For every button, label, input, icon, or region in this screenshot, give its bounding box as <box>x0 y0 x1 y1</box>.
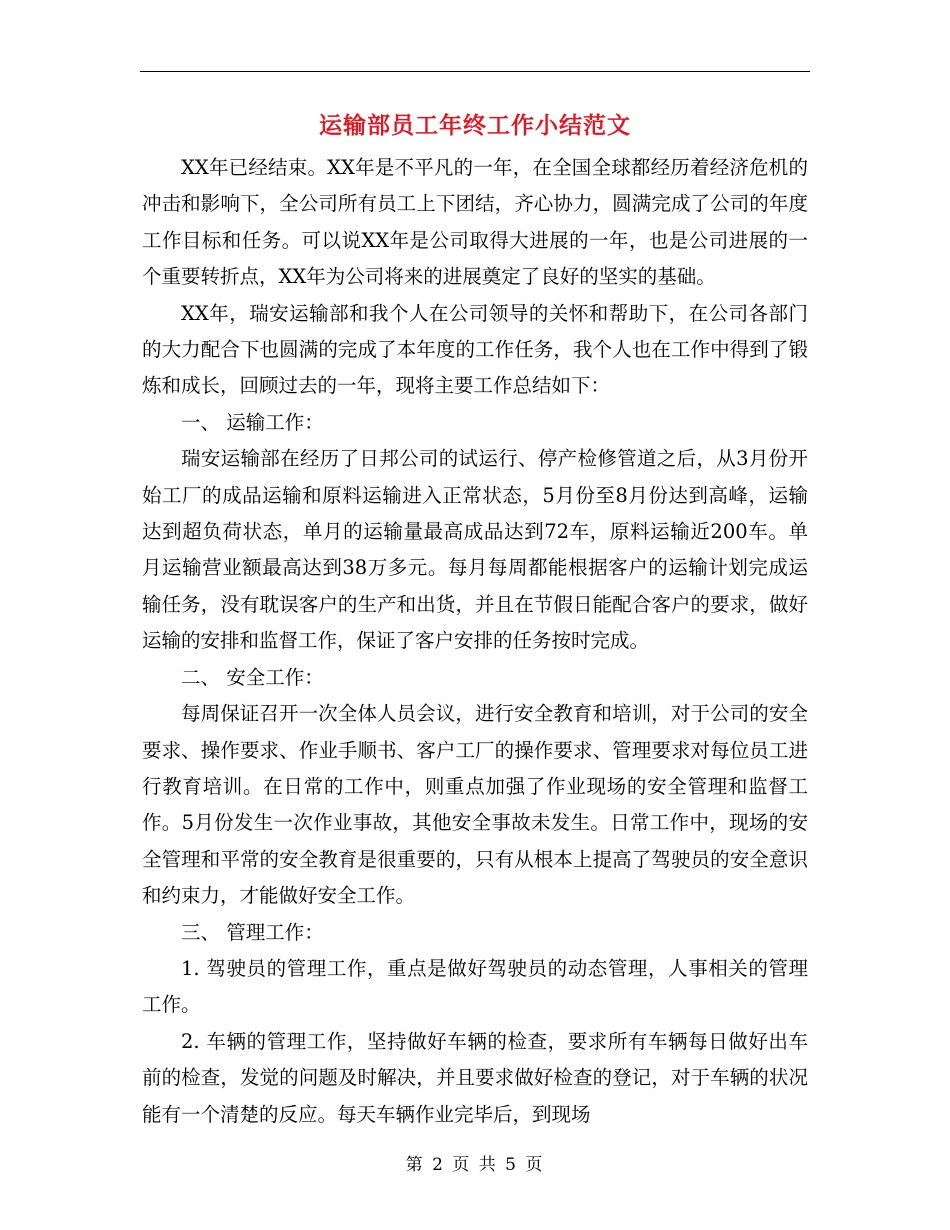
section-heading-safety: 二、 安全工作： <box>181 665 324 689</box>
paragraph-driver-management: 1. 驾驶员的管理工作，重点是做好驾驶员的动态管理，人事相关的管理工作。 <box>142 956 808 1017</box>
paragraph-overview: XX年，瑞安运输部和我个人在公司领导的关怀和帮助下，在公司各部门的大力配合下也圆满的完成了本年度的工作任务，我个人也在工作中得到了锻炼和成长，回顾过去的一年，现将主要工作总结如下： <box>142 301 808 398</box>
document-title: 运输部员工年终工作小结范文 <box>319 112 631 139</box>
section-heading-transport: 一、 运输工作： <box>181 410 324 434</box>
paragraph-intro: XX年已经结束。XX年是不平凡的一年，在全国全球都经历着经济危机的冲击和影响下，全公司所有员工上下团结，齐心协力，圆满完成了公司的年度工作目标和任务。可以说XX年是公司取得大进展的一年，也是公司进展的一个重要转折点，XX年为公司将来的进展奠定了良好的坚实的基础。 <box>142 156 808 289</box>
document-body <box>142 150 808 1133</box>
section-heading-management: 三、 管理工作： <box>181 920 324 944</box>
paragraph-transport: 瑞安运输部在经历了日邦公司的试运行、停产检修管道之后，从3月份开始工厂的成品运输和原料运输进入正常状态，5月份至8月份达到高峰，运输达到超负荷状态，单月的运输量最高成品达到72车，原料运输近200车。单月运输营业额最高达到38万多元。每月每周都能根据客户的运输计划完成运输任务，没有耽误客户的生产和出货，并且在节假日能配合客户的要求，做好运输的安排和监督工作，保证了客户安排的任务按时完成。 <box>142 447 808 653</box>
paragraph-safety: 每周保证召开一次全体人员会议，进行安全教育和培训，对于公司的安全要求、操作要求、作业手顺书、客户工厂的操作要求、管理要求对每位员工进行教育培训。在日常的工作中，则重点加强了作业现场的安全管理和监督工作。5月份发生一次作业事故，其他安全事故未发生。日常工作中，现场的安全管理和平常的安全教育是很重要的，只有从根本上提高了驾驶员的安全意识和约束力，才能做好安全工作。 <box>142 702 808 908</box>
header-rule <box>140 71 810 72</box>
paragraph-vehicle-management: 2. 车辆的管理工作，坚持做好车辆的检查，要求所有车辆每日做好出车前的检查，发觉的问题及时解决，并且要求做好检查的登记，对于车辆的状况能有一个清楚的反应。每天车辆作业完毕后，到现场 <box>142 1029 808 1126</box>
page-number-footer: 第 2 页 共 5 页 <box>405 1155 545 1175</box>
